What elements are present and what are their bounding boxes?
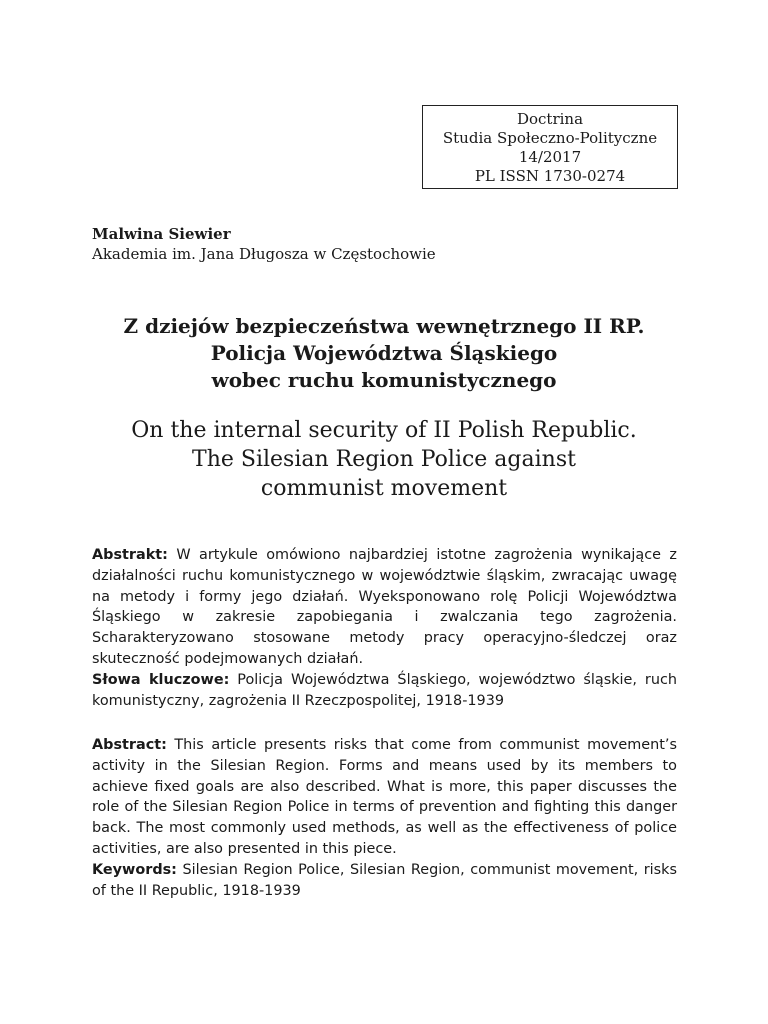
author-name: Malwina Siewier [92, 225, 231, 243]
title-english-line-2: The Silesian Region Police against [192, 447, 576, 472]
abstract-english-paragraph [92, 735, 677, 860]
journal-series: Studia Społeczno-Polityczne [442, 129, 658, 147]
keywords-polish-label: Słowa kluczowe: [92, 671, 230, 688]
title-polish [60, 313, 708, 394]
keywords-english-label: Keywords: [92, 861, 177, 878]
title-english-line-1: On the internal security of II Polish Republic. [131, 418, 637, 443]
journal-issn: PL ISSN 1730-0274 [474, 167, 626, 185]
abstract-polish-paragraph [92, 545, 677, 670]
title-english [60, 416, 708, 503]
journal-issue: 14/2017 [518, 148, 582, 166]
keywords-english-paragraph [92, 860, 677, 902]
title-polish-line-3: wobec ruchu komunistycznego [211, 368, 557, 392]
abstract-polish-label: Abstrakt: [92, 547, 168, 563]
abstract-polish [92, 545, 677, 711]
journal-info-box [422, 105, 678, 189]
title-english-line-3: communist movement [260, 476, 508, 501]
keywords-polish-text: Policja Województwa Śląskiego, województwo śląskie, ruch komunistyczny, zagrożenia II Rzeczpospolitej, 1918-1939 [92, 671, 677, 709]
author-block [92, 224, 436, 264]
author-affiliation: Akademia im. Jana Długosza w Częstochowie [92, 245, 436, 263]
title-polish-line-2: Policja Województwa Śląskiego [210, 341, 558, 365]
keywords-polish-paragraph [92, 670, 677, 712]
journal-name: Doctrina [516, 110, 584, 128]
keywords-english-text: Silesian Region Police, Silesian Region, communist movement, risks of the II Republic, 1918-1939 [92, 861, 677, 899]
abstract-english-text: This article presents risks that come from communist movement’s activity in the Silesian Region. Forms and means used by its members to achieve fixed goals are also described. What is more, this paper discusses the role of the Silesian Region Police in terms of prevention and fighting this danger back. The most commonly used methods, as well as the effectiveness of police activities, are also presented in this piece. [92, 737, 677, 857]
abstract-polish-text: W artykule omówiono najbardziej istotne zagrożenia wynikające z działalności ruchu komunistycznego w województwie śląskim, zwracając uwagę na metody i formy jego działań. Wyeksponowano rolę Policji Województwa Śląskiego w zakresie zapobiegania i zwalczania tego zagrożenia. Scharakteryzowano stosowane metody pracy operacyjno-śledczej oraz skuteczność podejmowanych działań. [92, 547, 677, 667]
abstract-english-label: Abstract: [92, 737, 167, 753]
title-polish-line-1: Z dziejów bezpieczeństwa wewnętrznego II RP. [123, 314, 645, 338]
abstract-english [92, 735, 677, 901]
